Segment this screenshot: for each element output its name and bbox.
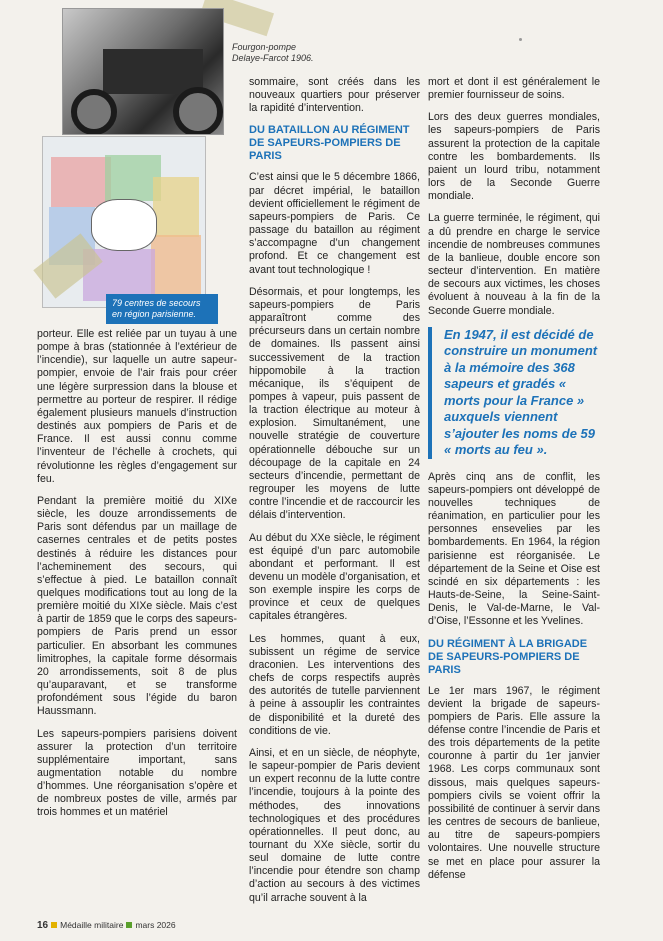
engine-body-shape	[103, 49, 203, 94]
paragraph: Le 1er mars 1967, le régiment devient la brigade de sapeurs-pompiers de Paris. Elle assure la défense contre l’incendie de Paris et des trois départements de la petite couronne à partir du 1er janvier 1968. Les corps communaux sont dissous, mais quelques sapeurs-pompiers civils se voient offrir la possibilité de continuer à servir dans les centres de secours de banlieue, au titre de sapeurs-pompiers volontaires. Une nouvelle structure se met en place pour assurer la défense	[428, 684, 600, 881]
column-1	[37, 328, 237, 829]
section-heading: DU RÉGIMENT À LA BRIGADE DE SAPEURS-POMPIERS DE PARIS	[428, 637, 588, 676]
wheel-shape	[71, 89, 117, 135]
paragraph: La guerre terminée, le régiment, qui a dû prendre en charge le service incendie de nombreuses communes de la banlieue, double encore son secteur d’intervention. En matière de secours aux victimes, les choses évoluent à nouveau à la fin de la Seconde Guerre mondiale.	[428, 212, 600, 317]
map-zone	[51, 157, 111, 207]
section-heading: DU BATAILLON AU RÉGIMENT DE SAPEURS-POMPIERS DE PARIS	[249, 124, 410, 163]
map-caption: 79 centres de secours en région parisienne.	[106, 294, 218, 324]
paragraph: Lors des deux guerres mondiales, les sapeurs-pompiers de Paris assurent la protection de la capitale contre les bombardements. Ils paient un lourd tribu, notamment lors de la Seconde Guerre mondiale.	[428, 111, 600, 203]
paragraph: Les sapeurs-pompiers parisiens doivent assurer la protection d’un territoire supplémentaire important, sans augmentation notable du nombre d’hommes. Une réorganisation s’opère et de nombreux postes de ville, armés par trois hommes et un matériel	[37, 727, 237, 819]
photo-caption: Fourgon-pompe Delaye-Farcot 1906.	[232, 42, 314, 63]
paragraph: Désormais, et pour longtemps, les sapeurs-pompiers de Paris apparaîtront comme des précurseurs dans un certain nombre de domaines. Ils passent ainsi successivement de la traction hippomobile à la traction mécanique, ils s’équipent de pompes à vapeur, puis passent de la traction électrique au moteur à explosion. Simultanément, une nouvelle stratégie de couverture opérationnelle débouche sur un découpage de la capitale en 24 secteurs d’incendie, permettant de regrouper les moyens de lutte contre l’incendie et de raccourcir les délais d’intervention.	[249, 285, 420, 522]
column-2	[249, 76, 420, 914]
paragraph: sommaire, sont créés dans les nouveaux quartiers pour préserver la rapidité d’intervention.	[249, 76, 420, 115]
issue-date: mars 2026	[135, 920, 176, 930]
map-zone	[153, 177, 199, 237]
paragraph: porteur. Elle est reliée par un tuyau à une pompe à bras (stationnée à l’extérieur de l’incendie), sur laquelle un autre sapeur-pompier, envoie de l’air frais pour créer une légère surpression dans la blouse et permettre au porteur de respirer. Il rédige également plusieurs manuels d’instruction destinés aux pompiers de Paris et de France. Il est aussi connu comme l’inventeur de l’échelle à crochets, qui révolutionne les règles d’engagement sur feu.	[37, 328, 237, 485]
paragraph: mort et dont il est généralement le premier fournisseur de soins.	[428, 76, 600, 102]
paragraph: Les hommes, quant à eux, subissent un régime de service draconien. Les interventions des chefs de corps respectifs auprès des autorités de tutelle parviennent à peine à assouplir les contraintes de disponibilité et la dureté des conditions de vie.	[249, 632, 420, 737]
paragraph: C’est ainsi que le 5 décembre 1866, par décret impérial, le bataillon devient officiellement le régiment de sapeurs-pompiers de Paris. Ce passage du bataillon au régiment s’accompagne d’un changement profond. Et ce changement est avant tout technologique !	[249, 171, 420, 276]
paragraph: Ainsi, et en un siècle, de néophyte, le sapeur-pompier de Paris devient un expert reconnu de la lutte contre l’incendie, toujours à la pointe des méthodes, des innovations technologiques et des procédures opérationnelles. Il peut donc, au tournant du XXe siècle, sortir du seul domaine de lutte contre l’incendie pour étendre son champ d’action au secours à des victimes qu’il arrache souvent à la	[249, 746, 420, 904]
speck	[519, 38, 522, 41]
map-zone	[151, 235, 201, 295]
column-3	[428, 76, 600, 891]
paris-outline	[91, 199, 157, 251]
paragraph: Après cinq ans de conflit, les sapeurs-pompiers ont développé de nouvelles techniques de réanimation, en particulier pour les personnes ensevelies par les bombardements. En 1964, la région parisienne est réorganisée. Le département de la Seine et Oise est scindé en six départements : les Hauts-de-Seine, la Seine-Saint-Denis, le Val-de-Marne, le Val-d’Oise, l’Essonne et les Yvelines.	[428, 470, 600, 628]
wheel-shape	[173, 87, 223, 135]
page-footer	[37, 920, 176, 931]
green-square-icon	[126, 922, 132, 928]
paragraph: Au début du XXe siècle, le régiment est équipé d’un parc automobile abondant et performant. Il est devenu un modèle d’organisation, et son exemple inspire les corps de province et ceux de quelques capitales étrangères.	[249, 531, 420, 623]
pull-quote: En 1947, il est décidé de construire un monument à la mémoire des 368 sapeurs et gradés « morts pour la France » auxquels viennent s’ajouter les noms de 59 « morts au feu ».	[428, 327, 600, 459]
paragraph: Pendant la première moitié du XIXe siècle, les douze arrondissements de Paris sont défendus par un maillage de casernes centrales et de petits postes destinés à réduire les distances pour l’acheminement des secours, qui s’effectue à pied. Le bataillon connaît quelques modifications tout au long de la première moitié du XIXe siècle. Mais c’est à partir de 1859 que le corps des sapeurs-pompiers de Paris prend un essor particulier. En absorbant les communes limitrophes, la capitale forme désormais 20 arrondissements, soit 8 de plus qu’auparavant, et se transforme profondément sous l’égide du baron Haussmann.	[37, 494, 237, 718]
fire-engine-photo	[62, 8, 224, 135]
page-number: 16	[37, 920, 49, 931]
yellow-square-icon	[51, 922, 57, 928]
publication-name: Médaille militaire	[60, 920, 124, 930]
